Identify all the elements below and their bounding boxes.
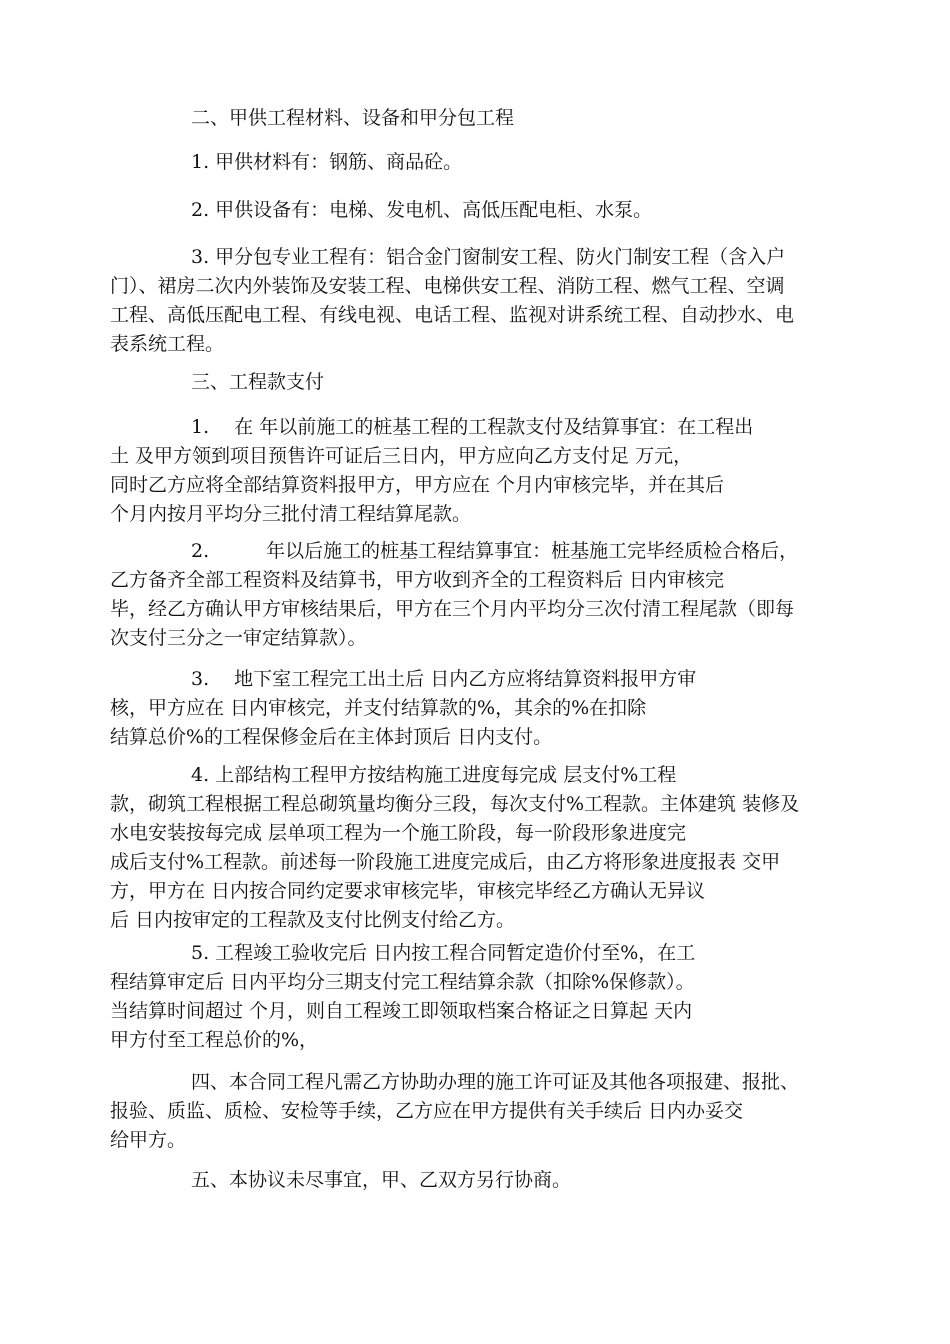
- text-line: 表系统工程。: [110, 333, 225, 355]
- text-line: 核，甲方应在 日内审核完，并支付结算款的%，其余的%在扣除: [110, 697, 647, 719]
- text-line: 毕，经乙方确认甲方审核结果后，甲方在三个月内平均分三次付清工程尾款（即每: [110, 598, 795, 620]
- text-line: 3. 地下室工程完工出土后 日内乙方应将结算资料报甲方审: [191, 668, 697, 690]
- text-line: 工程、高低压配电工程、有线电视、电话工程、监视对讲系统工程、自动抄水、电: [110, 304, 795, 326]
- text-line: 3. 甲分包专业工程有：铝合金门窗制安工程、防火门制安工程（含入户: [191, 246, 786, 268]
- text-line: 五、本协议未尽事宜，甲、乙双方另行协商。: [191, 1169, 572, 1191]
- paragraph-2: [110, 196, 850, 225]
- text-line: 甲方付至工程总价的%，: [110, 1029, 319, 1051]
- paragraph-3-3: [110, 665, 850, 752]
- section-heading-5: [110, 1166, 850, 1195]
- text-line: 报验、质监、质检、安检等手续，乙方应在甲方提供有关手续后 日内办妥交: [110, 1100, 744, 1122]
- text-line: 给甲方。: [110, 1129, 187, 1151]
- text-line: 同时乙方应将全部结算资料报甲方，甲方应在 个月内审核完毕，并在其后: [110, 474, 725, 496]
- section-heading-4: [110, 1068, 850, 1155]
- section-heading-2: [110, 104, 850, 133]
- text-line: 后 日内按审定的工程款及支付比例支付给乙方。: [110, 909, 516, 931]
- paragraph-3-5: [110, 939, 850, 1055]
- text-line: 四、本合同工程凡需乙方协助办理的施工许可证及其他各项报建、报批、: [191, 1071, 800, 1093]
- text-line: 乙方备齐全部工程资料及结算书，甲方收到齐全的工程资料后 日内审核完: [110, 569, 725, 591]
- text-line: 5. 工程竣工验收完后 日内按工程合同暂定造价付至%，在工: [191, 942, 696, 964]
- text-line: 门）、裙房二次内外装饰及安装工程、电梯供安工程、消防工程、燃气工程、空调: [110, 275, 785, 297]
- paragraph-3-2: [110, 537, 850, 653]
- text-line: 结算总价%的工程保修金后在主体封顶后 日内支付。: [110, 726, 553, 748]
- text-line: 水电安装按每完成 层单项工程为一个施工阶段，每一阶段形象进度完: [110, 822, 687, 844]
- text-line: 款，砌筑工程根据工程总砌筑量均衡分三段，每次支付%工程款。主体建筑 装修及: [110, 793, 800, 815]
- text-line: 个月内按月平均分三批付清工程结算尾款。: [110, 503, 472, 525]
- text-line: 1. 甲供材料有：钢筋、商品砼。: [191, 151, 463, 173]
- text-line: 程结算审定后 日内平均分三期支付完工程结算余款（扣除%保修款）。: [110, 971, 695, 993]
- section-heading-3: [110, 368, 850, 397]
- paragraph-1: [110, 148, 850, 177]
- text-line: 土 及甲方领到项目预售许可证后三日内，甲方应向乙方支付足 万元，: [110, 445, 693, 467]
- text-line: 三、工程款支付: [191, 371, 325, 393]
- text-line: 二、甲供工程材料、设备和甲分包工程: [191, 107, 515, 129]
- paragraph-3-1: [110, 413, 850, 529]
- paragraph-3: [110, 243, 850, 359]
- paragraph-3-4: [110, 761, 850, 935]
- text-line: 2. 年以后施工的桩基工程结算事宜：桩基施工完毕经质检合格后，: [191, 540, 799, 562]
- text-line: 方，甲方在 日内按合同约定要求审核完毕，审核完毕经乙方确认无异议: [110, 880, 706, 902]
- text-line: 次支付三分之一审定结算款）。: [110, 627, 367, 649]
- text-line: 2. 甲供设备有：电梯、发电机、高低压配电柜、水泵。: [191, 199, 653, 221]
- text-line: 成后支付%工程款。前述每一阶段施工进度完成后，由乙方将形象进度报表 交甲: [110, 851, 781, 873]
- text-line: 1. 在 年以前施工的桩基工程的工程款支付及结算事宜：在工程出: [191, 416, 754, 438]
- text-line: 当结算时间超过 个月，则自工程竣工即领取档案合格证之日算起 天内: [110, 1000, 693, 1022]
- text-line: 4. 上部结构工程甲方按结构施工进度每完成 层支付%工程: [191, 764, 677, 786]
